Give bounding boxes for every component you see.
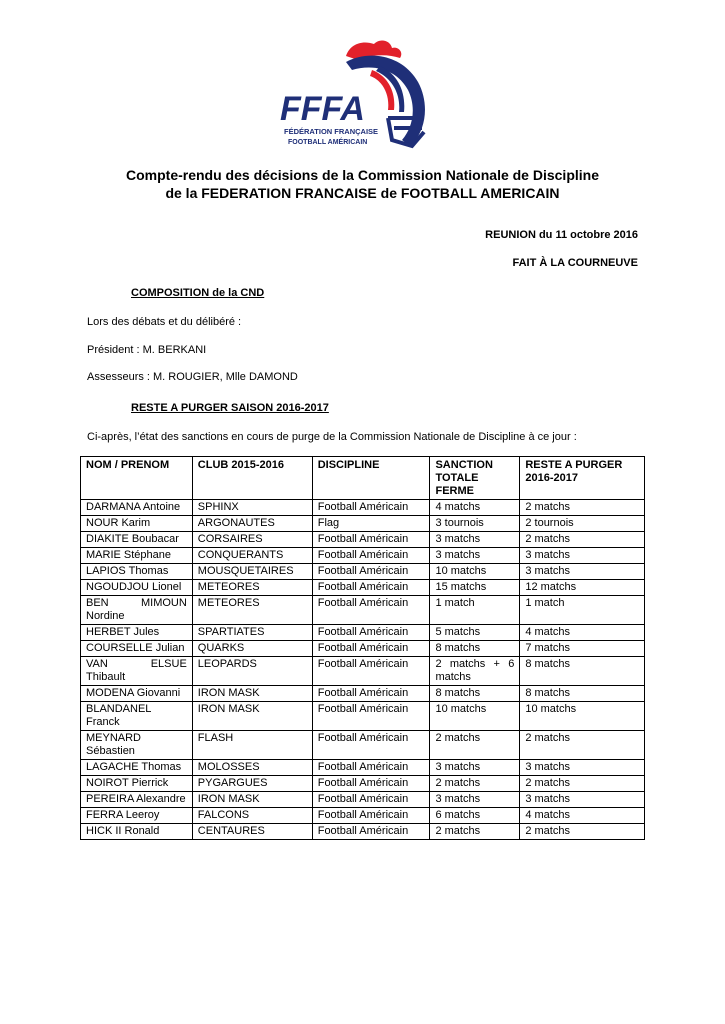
cell-discipline: Football Américain	[312, 500, 430, 516]
cell-club: LEOPARDS	[192, 657, 312, 686]
cell-sanction: 6 matchs	[430, 808, 520, 824]
fffa-logo-graphic	[276, 36, 446, 156]
cell-nom: FERRA Leeroy	[81, 808, 193, 824]
cell-club: SPHINX	[192, 500, 312, 516]
president-line: Président : M. BERKANI	[87, 344, 207, 356]
cell-discipline: Flag	[312, 516, 430, 532]
table-row	[81, 686, 645, 702]
cell-sanction: 10 matchs	[430, 702, 520, 731]
reste-heading: RESTE A PURGER SAISON 2016-2017	[131, 402, 329, 414]
table-row	[81, 500, 645, 516]
cell-discipline: Football Américain	[312, 641, 430, 657]
cell-club: CENTAURES	[192, 824, 312, 840]
cell-nom: NOIROT Pierrick	[81, 776, 193, 792]
logo-line1: FÉDÉRATION FRANÇAISE	[284, 127, 379, 136]
cell-sanction: 2 matchs + 6 matchs	[430, 657, 520, 686]
table-row	[81, 516, 645, 532]
cell-discipline: Football Américain	[312, 548, 430, 564]
cell-reste: 3 matchs	[520, 548, 645, 564]
table-row	[81, 808, 645, 824]
cell-reste: 4 matchs	[520, 625, 645, 641]
cell-reste: 2 matchs	[520, 532, 645, 548]
logo-letters: FFFA	[280, 90, 365, 128]
cell-nom: VAN ELSUE Thibault	[81, 657, 193, 686]
cell-sanction: 3 tournois	[430, 516, 520, 532]
cell-reste: 2 matchs	[520, 776, 645, 792]
composition-intro: Lors des débats et du délibéré :	[87, 316, 242, 328]
cell-reste: 2 matchs	[520, 500, 645, 516]
table-row	[81, 548, 645, 564]
cell-reste: 4 matchs	[520, 808, 645, 824]
cell-sanction: 3 matchs	[430, 792, 520, 808]
cell-club: SPARTIATES	[192, 625, 312, 641]
cell-discipline: Football Américain	[312, 596, 430, 625]
cell-reste: 12 matchs	[520, 580, 645, 596]
cell-sanction: 10 matchs	[430, 564, 520, 580]
cell-nom: DARMANA Antoine	[81, 500, 193, 516]
cell-discipline: Football Américain	[312, 731, 430, 760]
cell-sanction: 8 matchs	[430, 641, 520, 657]
cell-sanction: 3 matchs	[430, 532, 520, 548]
table-header-row	[81, 457, 645, 500]
cell-discipline: Football Américain	[312, 702, 430, 731]
composition-heading: COMPOSITION de la CND	[131, 287, 265, 299]
table-row	[81, 625, 645, 641]
cell-club: ARGONAUTES	[192, 516, 312, 532]
cell-discipline: Football Américain	[312, 686, 430, 702]
fffa-logo	[276, 36, 446, 156]
meeting-place: FAIT À LA COURNEUVE	[512, 257, 638, 269]
cell-reste: 3 matchs	[520, 760, 645, 776]
cell-discipline: Football Américain	[312, 580, 430, 596]
cell-discipline: Football Américain	[312, 792, 430, 808]
cell-club: IRON MASK	[192, 686, 312, 702]
cell-sanction: 2 matchs	[430, 824, 520, 840]
cell-sanction: 15 matchs	[430, 580, 520, 596]
cell-sanction: 4 matchs	[430, 500, 520, 516]
cell-club: FLASH	[192, 731, 312, 760]
cell-nom: HICK II Ronald	[81, 824, 193, 840]
cell-nom: PEREIRA Alexandre	[81, 792, 193, 808]
cell-nom: NOUR Karim	[81, 516, 193, 532]
table-row	[81, 702, 645, 731]
cell-sanction: 8 matchs	[430, 686, 520, 702]
cell-club: IRON MASK	[192, 702, 312, 731]
cell-nom: NGOUDJOU Lionel	[81, 580, 193, 596]
cell-nom: MARIE Stéphane	[81, 548, 193, 564]
header-nom: NOM / PRENOM	[81, 457, 193, 500]
logo-line2: FOOTBALL AMÉRICAIN	[288, 139, 368, 146]
cell-nom: LAGACHE Thomas	[81, 760, 193, 776]
reste-intro: Ci-après, l’état des sanctions en cours de purge de la Commission Nationale de Discipline à ce jour :	[87, 431, 577, 443]
cell-club: METEORES	[192, 596, 312, 625]
cell-reste: 2 matchs	[520, 731, 645, 760]
table-row	[81, 776, 645, 792]
cell-club: PYGARGUES	[192, 776, 312, 792]
table-row	[81, 564, 645, 580]
document-title-line1: Compte-rendu des décisions de la Commission Nationale de Discipline	[126, 167, 599, 183]
header-discipline: DISCIPLINE	[312, 457, 430, 500]
sanctions-table	[80, 456, 645, 840]
cell-nom: DIAKITE Boubacar	[81, 532, 193, 548]
cell-reste: 7 matchs	[520, 641, 645, 657]
cell-club: IRON MASK	[192, 792, 312, 808]
header-reste: RESTE A PURGER 2016-2017	[520, 457, 645, 500]
cell-nom: HERBET Jules	[81, 625, 193, 641]
cell-reste: 2 tournois	[520, 516, 645, 532]
cell-reste: 3 matchs	[520, 564, 645, 580]
table-row	[81, 792, 645, 808]
meeting-date: REUNION du 11 octobre 2016	[485, 229, 638, 241]
header-sanction: SANCTION TOTALE FERME	[430, 457, 520, 500]
table-row	[81, 760, 645, 776]
cell-nom: MODENA Giovanni	[81, 686, 193, 702]
cell-club: METEORES	[192, 580, 312, 596]
cell-club: MOLOSSES	[192, 760, 312, 776]
cell-nom: LAPIOS Thomas	[81, 564, 193, 580]
cell-reste: 3 matchs	[520, 792, 645, 808]
cell-discipline: Football Américain	[312, 776, 430, 792]
cell-discipline: Football Américain	[312, 657, 430, 686]
cell-reste: 2 matchs	[520, 824, 645, 840]
cell-sanction: 1 match	[430, 596, 520, 625]
cell-reste: 8 matchs	[520, 686, 645, 702]
header-club: CLUB 2015-2016	[192, 457, 312, 500]
table-row	[81, 731, 645, 760]
table-row	[81, 532, 645, 548]
cell-discipline: Football Américain	[312, 760, 430, 776]
table-row	[81, 641, 645, 657]
cell-sanction: 3 matchs	[430, 760, 520, 776]
cell-sanction: 2 matchs	[430, 776, 520, 792]
cell-discipline: Football Américain	[312, 808, 430, 824]
cell-nom: BEN MIMOUN Nordine	[81, 596, 193, 625]
cell-nom: MEYNARD Sébastien	[81, 731, 193, 760]
cell-club: CORSAIRES	[192, 532, 312, 548]
cell-club: MOUSQUETAIRES	[192, 564, 312, 580]
table-row	[81, 657, 645, 686]
table-body	[81, 500, 645, 840]
cell-club: FALCONS	[192, 808, 312, 824]
cell-club: QUARKS	[192, 641, 312, 657]
table-row	[81, 596, 645, 625]
cell-club: CONQUERANTS	[192, 548, 312, 564]
assesseurs-line: Assesseurs : M. ROUGIER, Mlle DAMOND	[87, 371, 298, 383]
cell-discipline: Football Américain	[312, 532, 430, 548]
table-row	[81, 580, 645, 596]
cell-discipline: Football Américain	[312, 564, 430, 580]
cell-sanction: 5 matchs	[430, 625, 520, 641]
cell-sanction: 3 matchs	[430, 548, 520, 564]
table-row	[81, 824, 645, 840]
cell-nom: COURSELLE Julian	[81, 641, 193, 657]
cell-reste: 8 matchs	[520, 657, 645, 686]
cell-nom: BLANDANEL Franck	[81, 702, 193, 731]
cell-discipline: Football Américain	[312, 625, 430, 641]
cell-reste: 1 match	[520, 596, 645, 625]
document-title-line2: de la FEDERATION FRANCAISE de FOOTBALL AMERICAIN	[165, 185, 560, 201]
cell-reste: 10 matchs	[520, 702, 645, 731]
cell-discipline: Football Américain	[312, 824, 430, 840]
cell-sanction: 2 matchs	[430, 731, 520, 760]
